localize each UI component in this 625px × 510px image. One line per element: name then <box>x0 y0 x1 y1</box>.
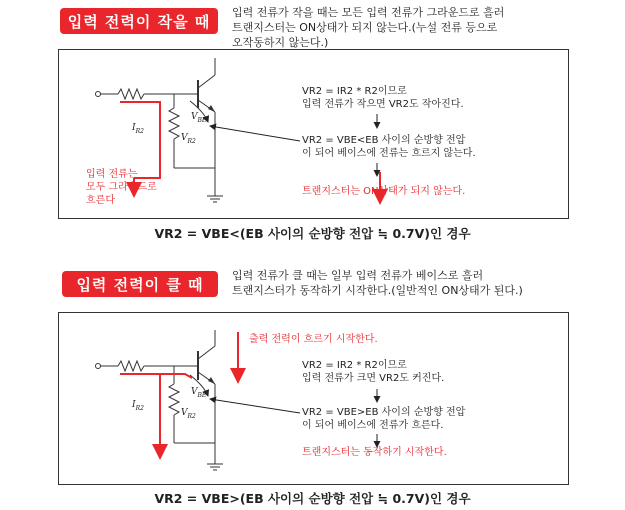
base-current-path <box>160 374 192 378</box>
annotation-line: 입력 전류는 <box>86 169 138 180</box>
annotation-line: 이 되어 베이스에 전류가 흐른다. <box>302 420 444 431</box>
annotation-line: 흐른다 <box>86 195 115 206</box>
ir2-label: $I_{R2}$ <box>132 123 144 135</box>
ir2-label: $I_{R2}$ <box>132 400 144 412</box>
section2-description-line: 입력 전류가 클 때는 일부 입력 전류가 베이스로 흘러 <box>232 269 484 282</box>
section1-caption: VR2 = VBE<(EB 사이의 순방향 전압 ≒ 0.7V)인 경우 <box>154 226 471 241</box>
section2-result-annotation: 트랜지스터는 동작하기 시작한다. <box>302 447 447 458</box>
resistor-r1 <box>118 361 144 371</box>
vbe-label: $V_{BE}$ <box>191 112 207 124</box>
annotation-line: VR2 = VBE>EB 사이의 순방향 전압 <box>302 407 466 418</box>
input-current-path <box>120 374 160 450</box>
annotation-line: 입력 전류가 작으면 VR2도 작아진다. <box>302 99 464 110</box>
section2-caption: VR2 = VBE>(EB 사이의 순방향 전압 ≒ 0.7V)인 경우 <box>154 491 471 506</box>
annotation-line: VR2 = IR2 * R2이므로 <box>302 86 407 97</box>
input-terminal <box>96 364 101 369</box>
resistor-r2 <box>169 384 179 415</box>
section1-result-annotation: 트랜지스터는 ON상태가 되지 않는다. <box>302 186 466 197</box>
vbe-label: $V_{BE}$ <box>191 387 207 399</box>
section2-description-line: 트랜지스터가 동작하기 시작한다.(일반적인 ON상태가 된다.) <box>232 284 523 297</box>
annotation-line: 모두 그라운드로 <box>86 182 157 193</box>
section1-description-line: 입력 전류가 작을 때는 모든 입력 전류가 그라운드로 흘러 <box>232 6 505 19</box>
section2-output-annotation: 출력 전력이 흐르기 시작한다. <box>249 334 378 345</box>
section2-badge: 입력 전력이 클 때 <box>62 271 218 297</box>
annotation-line: 이 되어 베이스에 전류는 흐르지 않는다. <box>302 148 476 159</box>
section1-description-line: 오작동하지 않는다.) <box>232 36 329 49</box>
section1-description-line: 트랜지스터는 ON상태가 되지 않는다.(누설 전류 등으로 <box>232 21 498 34</box>
annotation-line: VR2 = VBE<EB 사이의 순방향 전압 <box>302 135 466 146</box>
vr2-label: $V_{R2}$ <box>181 133 196 145</box>
annotation-line: VR2 = IR2 * R2이므로 <box>302 360 407 371</box>
section2-vr2-annotation <box>302 359 444 385</box>
vr2-label: $V_{R2}$ <box>181 408 196 420</box>
section1-badge: 입력 전력이 작을 때 <box>60 8 218 34</box>
section2-vbe-annotation <box>302 406 465 432</box>
annotation-line: 입력 전류가 크면 VR2도 커진다. <box>302 373 445 384</box>
